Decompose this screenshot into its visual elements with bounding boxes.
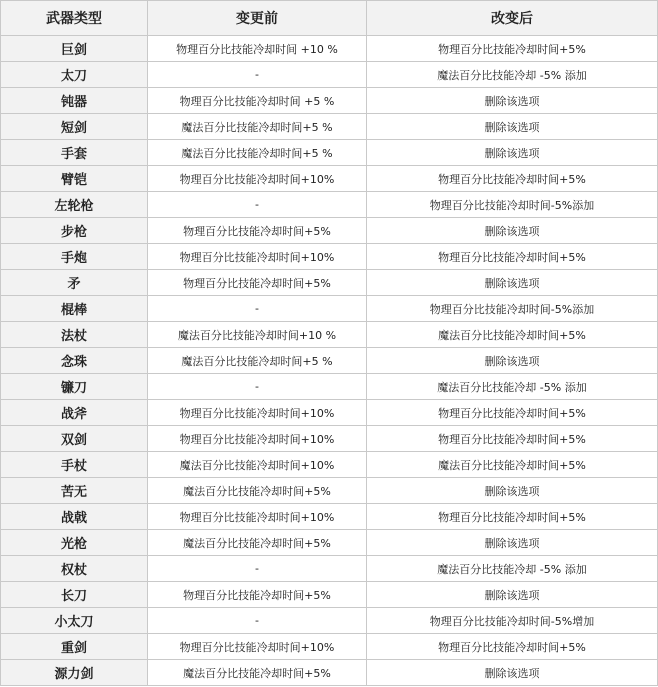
table-row: [1, 36, 658, 62]
after-cell: 物理百分比技能冷却时间-5%添加: [367, 296, 658, 322]
table-row: [1, 504, 658, 530]
table-row: [1, 322, 658, 348]
before-cell: 魔法百分比技能冷却时间+5 %: [148, 114, 367, 140]
after-cell: 物理百分比技能冷却时间+5%: [367, 36, 658, 62]
after-cell: 物理百分比技能冷却时间+5%: [367, 504, 658, 530]
after-cell: 删除该选项: [367, 348, 658, 374]
table-row: [1, 426, 658, 452]
table-row: [1, 88, 658, 114]
after-cell: 魔法百分比技能冷却 -5% 添加: [367, 374, 658, 400]
after-cell: 删除该选项: [367, 478, 658, 504]
weapon-type-cell: 太刀: [1, 62, 148, 88]
weapon-type-cell: 棍棒: [1, 296, 148, 322]
after-cell: 物理百分比技能冷却时间+5%: [367, 166, 658, 192]
before-cell: 物理百分比技能冷却时间+10%: [148, 504, 367, 530]
header-after: 改变后: [367, 1, 658, 36]
weapon-type-cell: 法杖: [1, 322, 148, 348]
before-cell: 物理百分比技能冷却时间+10%: [148, 400, 367, 426]
before-cell: -: [148, 374, 367, 400]
table-body: [1, 36, 658, 686]
weapon-type-cell: 长刀: [1, 582, 148, 608]
header-weapon-type: 武器类型: [1, 1, 148, 36]
after-cell: 删除该选项: [367, 88, 658, 114]
table-row: [1, 634, 658, 660]
after-cell: 删除该选项: [367, 218, 658, 244]
table-header-row: [1, 1, 658, 36]
after-cell: 物理百分比技能冷却时间+5%: [367, 400, 658, 426]
table-row: [1, 296, 658, 322]
weapon-type-cell: 巨剑: [1, 36, 148, 62]
before-cell: -: [148, 192, 367, 218]
weapon-type-cell: 战斧: [1, 400, 148, 426]
before-cell: 物理百分比技能冷却时间+5%: [148, 218, 367, 244]
table-row: [1, 270, 658, 296]
table-row: [1, 140, 658, 166]
before-cell: 魔法百分比技能冷却时间+5 %: [148, 140, 367, 166]
weapon-type-cell: 手套: [1, 140, 148, 166]
table-row: [1, 166, 658, 192]
before-cell: 物理百分比技能冷却时间+5%: [148, 582, 367, 608]
before-cell: 物理百分比技能冷却时间+10%: [148, 244, 367, 270]
table-row: [1, 582, 658, 608]
weapon-type-cell: 源力剑: [1, 660, 148, 686]
before-cell: -: [148, 296, 367, 322]
header-before: 变更前: [148, 1, 367, 36]
weapon-type-cell: 臂铠: [1, 166, 148, 192]
table-row: [1, 114, 658, 140]
weapon-type-cell: 重剑: [1, 634, 148, 660]
before-cell: 魔法百分比技能冷却时间+10 %: [148, 322, 367, 348]
table-row: [1, 556, 658, 582]
after-cell: 删除该选项: [367, 140, 658, 166]
after-cell: 物理百分比技能冷却时间+5%: [367, 634, 658, 660]
weapon-type-cell: 左轮枪: [1, 192, 148, 218]
before-cell: 物理百分比技能冷却时间 +10 %: [148, 36, 367, 62]
table-row: [1, 244, 658, 270]
table-row: [1, 400, 658, 426]
weapon-type-cell: 念珠: [1, 348, 148, 374]
after-cell: 物理百分比技能冷却时间-5%增加: [367, 608, 658, 634]
table-row: [1, 608, 658, 634]
weapon-type-cell: 步枪: [1, 218, 148, 244]
after-cell: 物理百分比技能冷却时间-5%添加: [367, 192, 658, 218]
before-cell: 物理百分比技能冷却时间 +5 %: [148, 88, 367, 114]
weapon-type-cell: 光枪: [1, 530, 148, 556]
table-row: [1, 348, 658, 374]
after-cell: 魔法百分比技能冷却时间+5%: [367, 452, 658, 478]
weapon-type-cell: 苦无: [1, 478, 148, 504]
after-cell: 删除该选项: [367, 660, 658, 686]
weapon-type-cell: 手炮: [1, 244, 148, 270]
weapon-type-cell: 钝器: [1, 88, 148, 114]
table-row: [1, 452, 658, 478]
table-row: [1, 192, 658, 218]
before-cell: 魔法百分比技能冷却时间+10%: [148, 452, 367, 478]
weapon-type-cell: 镰刀: [1, 374, 148, 400]
after-cell: 物理百分比技能冷却时间+5%: [367, 244, 658, 270]
before-cell: 物理百分比技能冷却时间+10%: [148, 634, 367, 660]
after-cell: 魔法百分比技能冷却 -5% 添加: [367, 556, 658, 582]
after-cell: 删除该选项: [367, 114, 658, 140]
after-cell: 删除该选项: [367, 530, 658, 556]
weapon-type-cell: 小太刀: [1, 608, 148, 634]
after-cell: 删除该选项: [367, 270, 658, 296]
weapon-type-cell: 权杖: [1, 556, 148, 582]
before-cell: -: [148, 608, 367, 634]
before-cell: -: [148, 62, 367, 88]
table-row: [1, 478, 658, 504]
before-cell: 物理百分比技能冷却时间+5%: [148, 270, 367, 296]
after-cell: 物理百分比技能冷却时间+5%: [367, 426, 658, 452]
weapon-type-cell: 双剑: [1, 426, 148, 452]
after-cell: 魔法百分比技能冷却时间+5%: [367, 322, 658, 348]
after-cell: 魔法百分比技能冷却 -5% 添加: [367, 62, 658, 88]
weapon-type-cell: 短剑: [1, 114, 148, 140]
before-cell: -: [148, 556, 367, 582]
before-cell: 物理百分比技能冷却时间+10%: [148, 166, 367, 192]
table-row: [1, 660, 658, 686]
before-cell: 物理百分比技能冷却时间+10%: [148, 426, 367, 452]
table-row: [1, 530, 658, 556]
before-cell: 魔法百分比技能冷却时间+5%: [148, 660, 367, 686]
table-row: [1, 374, 658, 400]
weapon-type-cell: 手杖: [1, 452, 148, 478]
after-cell: 删除该选项: [367, 582, 658, 608]
table-row: [1, 62, 658, 88]
weapon-type-cell: 战戟: [1, 504, 148, 530]
table-row: [1, 218, 658, 244]
before-cell: 魔法百分比技能冷却时间+5 %: [148, 348, 367, 374]
before-cell: 魔法百分比技能冷却时间+5%: [148, 530, 367, 556]
weapon-type-cell: 矛: [1, 270, 148, 296]
before-cell: 魔法百分比技能冷却时间+5%: [148, 478, 367, 504]
